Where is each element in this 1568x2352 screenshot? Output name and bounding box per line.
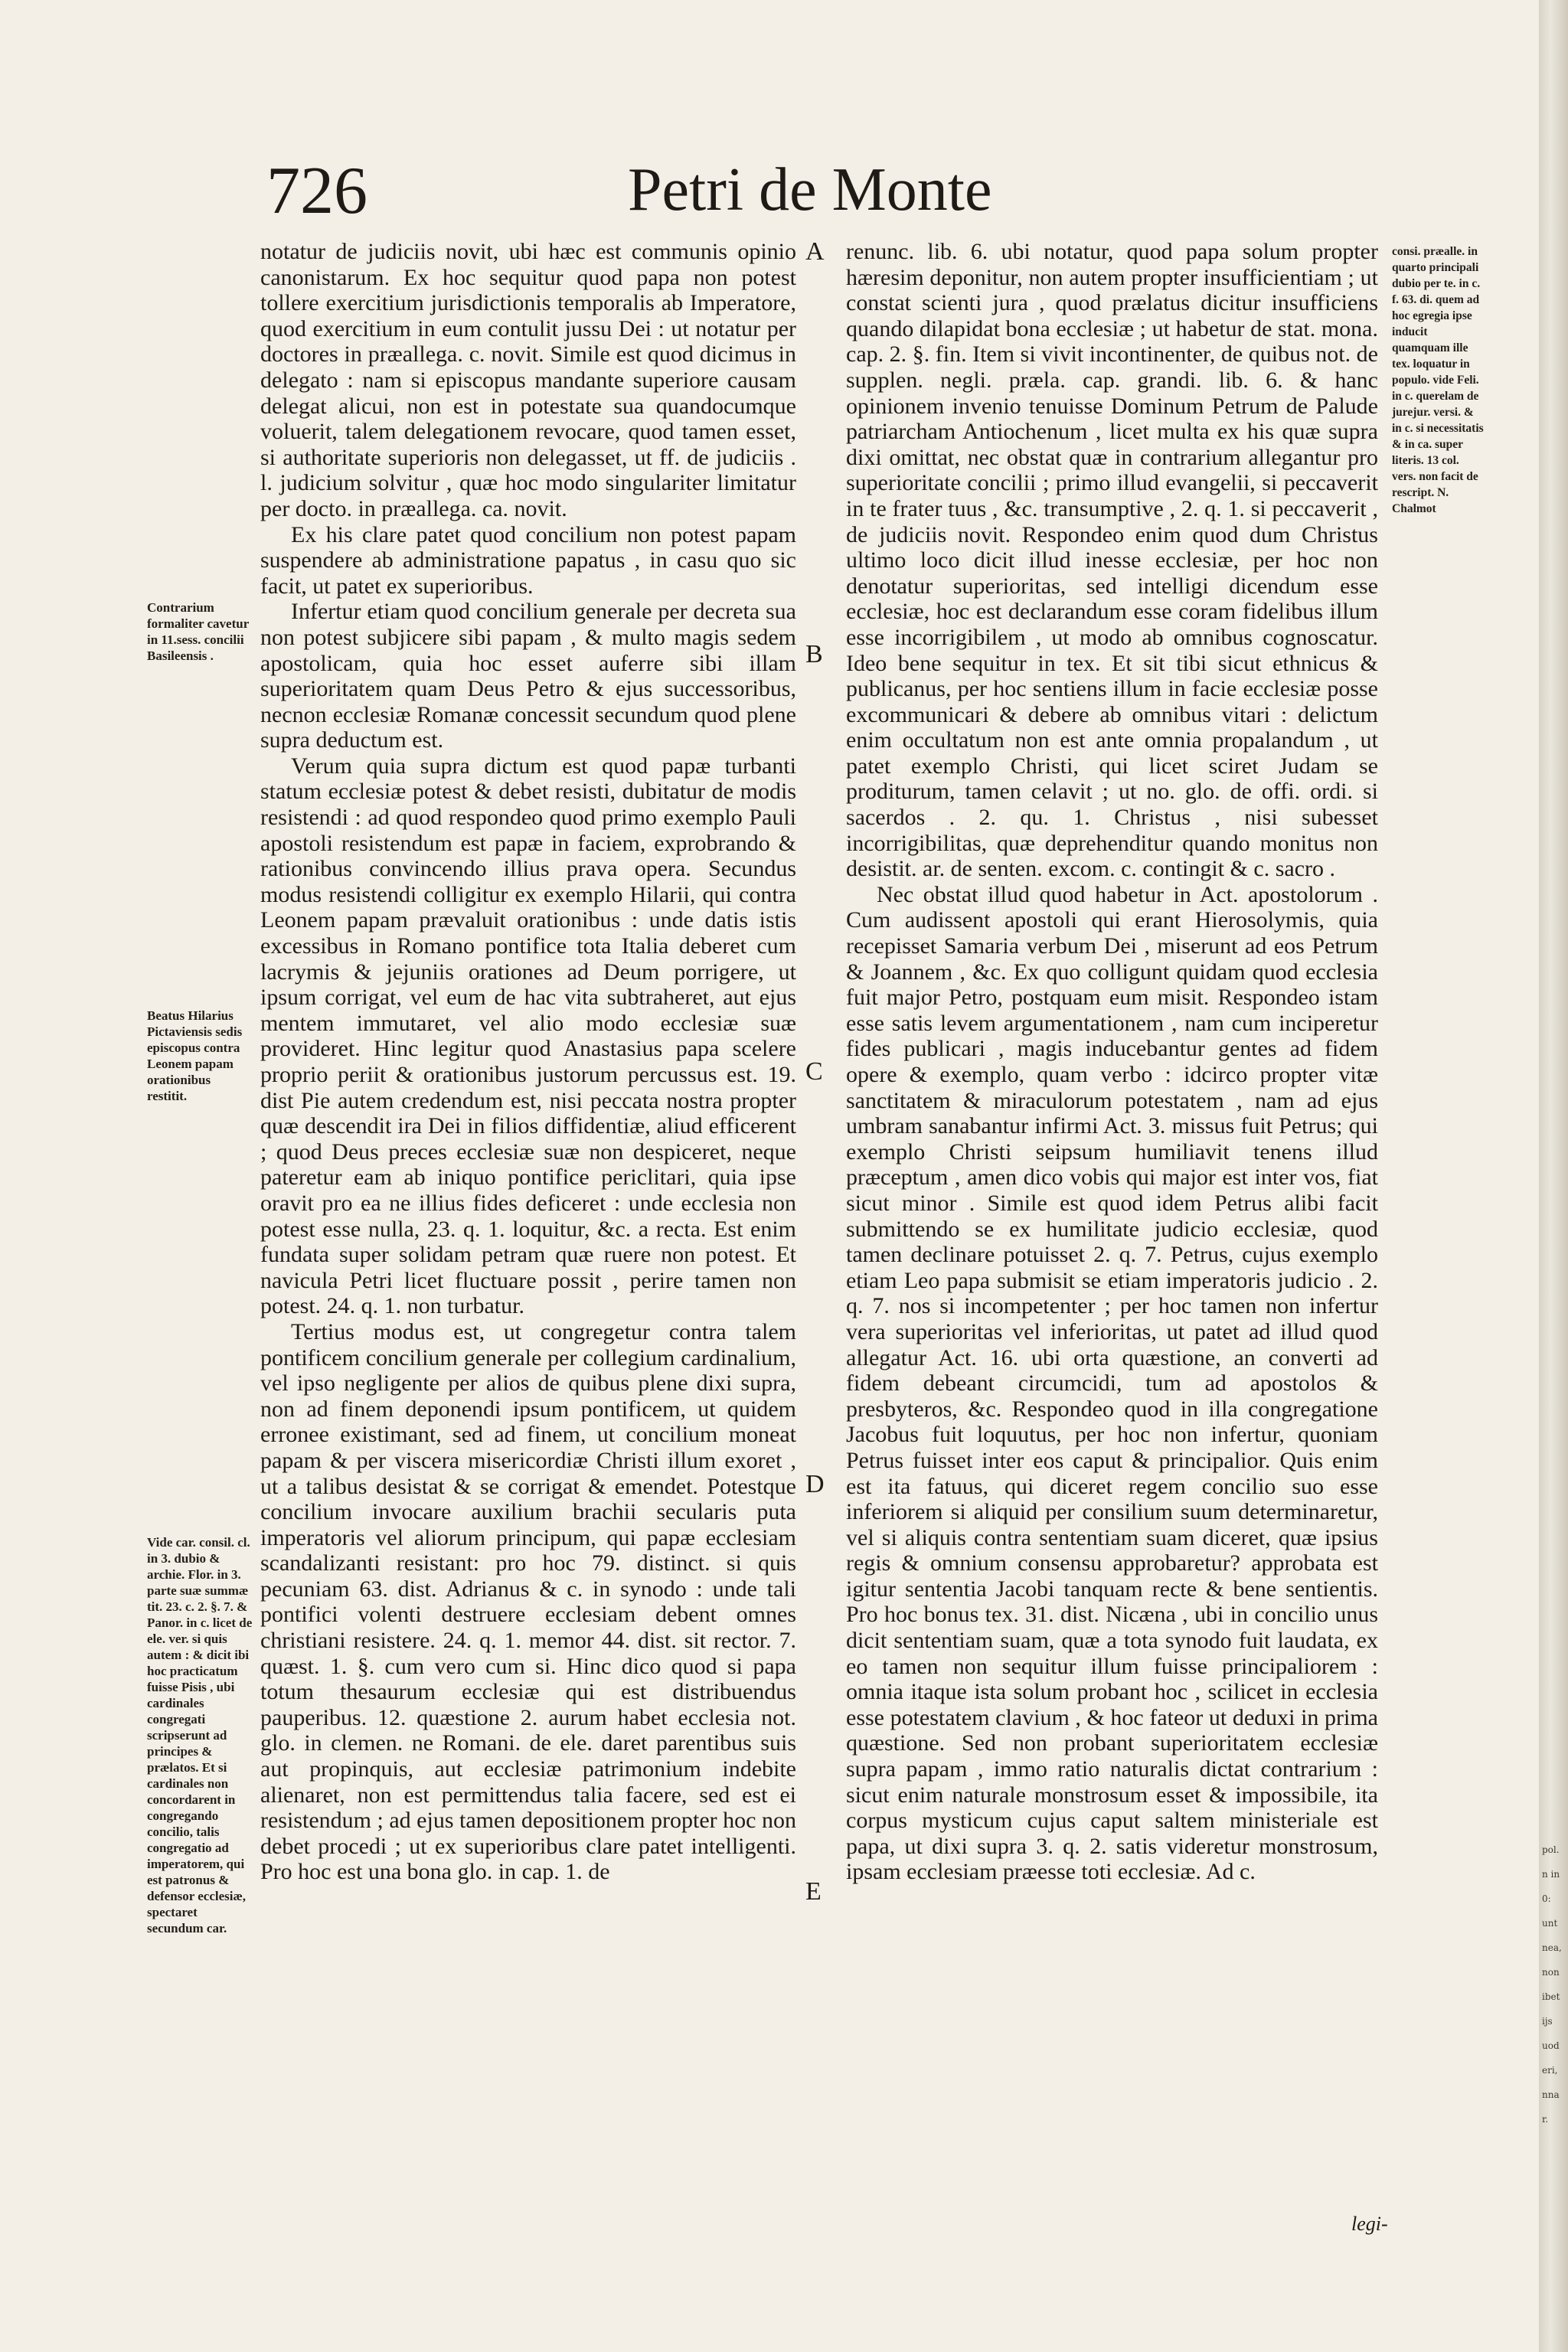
next-page-edge: [1539, 0, 1568, 2352]
section-letter: B: [805, 640, 823, 668]
paragraph: Tertius modus est, ut congregetur contra talem pontificem concilium generale per collegium cardinalium, vel ipso negligente per alios de quibus plene dixi supra, non ad finem deponendi ipsum pontificem, ut quidem erronee existimant, sed ad finem, ut concilium moneat papam & per viscera misericordiæ Christi illum exoret , ut a talibus desistat & se corrigat & emendet. Potestque concilium invocare auxilium brachii secularis puta imperatoris vel aliorum principum, qui papæ ecclesiam scandalizanti resistant: pro hoc 79. distinct. si quis pecuniam 63. dist. Adrianus & c. in synodo : unde tali pontifici volenti destruere ecclesiam debent omnes christiani resistere. 24. q. 1. memor 44. dist. sit rector. 7. quæst. 1. §. cum vero cum si. Hinc dico quod si papa totum thesaurum ecclesiæ qui est distribuendus pauperibus. 12. quæstione 2. aurum habet ecclesia not. glo. in clemen. ne Romani. de ele. daret parentibus suis aut propinquis, aut ecclesiæ patrimonium indebite alienaret, non est permittendus talia facere, sed est ei resistendum ; ad ejus tamen depositionem propter hoc non debet procedi ; ut ex superioribus clare patet intelligenti. Pro hoc est una bona glo. in cap. 1. de: [260, 1318, 796, 1885]
spine-fragment: uod: [1542, 2040, 1560, 2051]
page-header: [260, 145, 1026, 230]
spine-fragment: r.: [1542, 2114, 1549, 2125]
section-letter: A: [805, 237, 825, 266]
spine-fragment: nea,: [1542, 1942, 1562, 1953]
left-text-column: [260, 239, 796, 1885]
spine-fragment: eri,: [1542, 2065, 1558, 2076]
paragraph: Nec obstat illud quod habetur in Act. apostolorum . Cum audissent apostoli qui erant Hierosolymis, quia recepisset Samaria verbum Dei , miserunt ad eos Petrum & Joannem , &c. Ex quo colligunt quidam quod ecclesia fuit major Petro, postquam eum misit. Respondeo istam esse satis levem argumentationem , nam cum inciperetur fides publicari , magis inducebantur gentes ad fidem opere & exemplo, quam verbo : idcirco propter vitæ sanctitatem & miraculorum potestatem , nam ad ejus umbram sanabantur infirmi Act. 3. missus fuit Petrus; qui exemplo Christi seipsum humiliavit tenens illud præceptum , amen dico vobis qui major est inter vos, fiat sicut minor . Simile est quod idem Petrus alibi facit submittendo se ex humilitate judicio ecclesiæ, quod tamen declinare potuisset 2. q. 7. Petrus, cujus exemplo etiam Leo papa submisit se etiam imperatoris judicio . 2. q. 7. nos si incompetenter ; per hoc tamen non infertur vera superioritas vel inferioritas, ut patet ad illud quod allegatur Act. 16. ubi orta quæstione, an converti ad fidem debeant circumcidi, tum ad apostolos & presbyteros, &c. Respondeo quod in illa congregatione Jacobus fuit loquutus, per hoc non infertur, quoniam Petrus fuisset inter eos caput & principalior. Quis enim est ita fatuus, qui diceret regem concilio suo esse inferiorem si aliquid per consilium suum determinaretur, vel si aliquis contra sententiam suam diceret, quæ ipsius regis & omnium consensu approbaretur? approbata est igitur sententia Jacobi tanquam recte & bene sentientis. Pro hoc bonus tex. 31. dist. Nicæna , ubi in concilio unus dicit sententiam suam, quæ a tota synodo fuit laudata, ex eo tamen non sequitur illum fuisse principaliorem : omnia itaque ista solum probant hoc , scilicet in ecclesia esse potestatem clavium , & hoc fateor ut deduxi in prima quæstione. Sed non probant superioritatem ecclesiæ supra papam , immo ratio naturalis dictat contrarium : sicut enim naturale monstrosum esset & impossibile, ita corpus mysticum cujus caput saltem ministeriale est papa, ut dixi supra 3. q. 2. satis videretur monstrosum, ipsam ecclesiam præesse toti ecclesiæ. Ad c.: [846, 881, 1378, 1885]
paragraph: Infertur etiam quod concilium generale per decreta sua non potest subjicere sibi papam , & multo magis sedem apostolicam, quia hoc esset auferre sibi illam superioritatem quam Deus Petro & ejus successoribus, necnon ecclesiæ Romanæ concessit secundum quod plene supra deductum est.: [260, 599, 796, 753]
right-text-column: [846, 239, 1378, 1885]
section-letter: E: [805, 1877, 822, 1906]
spine-fragment: 0:: [1542, 1893, 1551, 1904]
page-number: 726: [266, 154, 368, 228]
left-margin-note: Contrarium formaliter cavetur in 11.sess. concilii Basileensis .: [147, 600, 249, 663]
catchword: legi-: [1351, 2213, 1388, 2235]
paragraph: Ex his clare patet quod concilium non potest papam suspendere ab administratione papatus , in casu quo sic facit, ut patet ex superioribus.: [260, 521, 796, 599]
spine-fragment: pol.: [1542, 1844, 1560, 1855]
paragraph: renunc. lib. 6. ubi notatur, quod papa solum propter hæresim deponitur, non autem propter insufficientiam ; ut constat scienti jura , quod prælatus dicitur insufficiens quando dilapidat bona ecclesiæ ; ut habetur de stat. mona. cap. 2. §. fin. Item si vivit incontinenter, de quibus not. de supplen. negli. præla. cap. grandi. lib. 6. & hanc opinionem invenio tenuisse Dominum Petrum de Palude patriarcham Antiochenum , licet multa ex his quæ supra dixi omittat, nec obstat quæ in contrarium allegantur pro superioritate concilii ; primo illud evangelii, si peccaverit in te frater tuus , &c. transumptive , 2. q. 1. si peccaverit , de judiciis novit. Respondeo enim quod dum Christus ultimo loco dicit illud inesse ecclesiæ, per hoc non denotatur superioritas, sed intelligi dicendum esse ecclesiæ, hoc est declarandum esse coram fidelibus illum esse incorrigibilem , ut modo ab omnibus cognoscatur. Ideo bene sequitur in tex. Et sit tibi sicut ethnicus & publicanus, per hoc sentiens illum in facie ecclesiæ posse excommunicari & debere ab omnibus vitari : delictum enim occultatum non est ante omnia propalandum , ut patet exemplo Christi, qui licet sciret Judam se proditurum, tamen celavit ; ut no. glo. de offi. ordi. si sacerdos . 2. qu. 1. Christus , nisi subesset incorrigibilitas, quæ deprehenditur quando monitus non desistit. ar. de senten. excom. c. contingit & c. sacro .: [846, 239, 1378, 882]
paragraph: notatur de judiciis novit, ubi hæc est communis opinio canonistarum. Ex hoc sequitur quod papa non potest tollere exercitium jurisdictionis temporalis ab Imperatore, quod exercitium in eum contulit jussu Dei : ut notatur per doctores in præallega. c. novit. Simile est quod dicimus in delegato : nam si episcopus mandante superiore causam delegat alicui, non est in potestate sua quandocumque voluerit, talem delegationem revocare, quod tamen esset, si authoritate superioris non delegasset, ut ff. de judiciis . l. judicium solvitur , quæ hoc modo singulariter limitatur per docto. in præallega. ca. novit.: [260, 239, 796, 521]
section-letter: C: [805, 1057, 823, 1086]
spine-fragment: non: [1542, 1967, 1560, 1978]
spine-fragment: n in: [1542, 1869, 1560, 1880]
section-letter: D: [805, 1470, 825, 1498]
spine-fragment: ibet: [1542, 1991, 1560, 2002]
spine-fragment: ijs: [1542, 2016, 1553, 2027]
left-margin-note: Beatus Hilarius Pictaviensis sedis episcopus contra Leonem papam orationibus restitit.: [147, 1008, 243, 1103]
spine-fragment: unt: [1542, 1918, 1558, 1929]
right-margin-note: consi. præalle. in quarto principali dubio per te. in c. f. 63. di. quem ad hoc egregia ipse inducit quamquam ille tex. loquatur in populo. vide Feli. in c. querelam de jurejur. versi. & in c. si necessitatis & in ca. super literis. 13 col. vers. non facit de rescript. N. Chalmot: [1392, 245, 1484, 515]
running-title: Petri de Monte: [628, 156, 992, 224]
left-margin-note: Vide car. consil. cl. in 3. dubio & archie. Flor. in 3. parte suæ summæ tit. 23. c. 2. §. 7. & Panor. in c. licet de ele. ver. si quis autem : & dicit ibi hoc practicatum fuisse Pisis , ubi cardinales congregati scripserunt ad principes & prælatos. Et si cardinales non concordarent in congregando concilio, talis congregatio ad imperatorem, qui est patronus & defensor ecclesiæ, spectaret secundum car.: [147, 1535, 253, 1936]
spine-fragment: nna: [1542, 2089, 1560, 2100]
paragraph: Verum quia supra dictum est quod papæ turbanti statum ecclesiæ potest & debet resisti, dubitatur de modis resistendi : ad quod respondeo quod primo exemplo Pauli apostoli resistendum est papæ in faciem, exprobrando & rationibus convincendo illius prava opera. Secundus modus resistendi colligitur ex exemplo Hilarii, qui contra Leonem papam prævaluit orationibus : unde datis istis excessibus in Romano pontifice tota Italia deberet cum lacrymis & jejuniis orationes ad Deum porrigere, ut ipsum corrigat, vel eum de hac vita subtraheret, aut ejus mentem immutaret, vel alio modo ecclesiæ suæ provideret. Hinc legitur quod Anastasius papa scelere proprio periit & orationibus justorum percussus est. 19. dist Pie autem credendum est, nisi peccata nostra propter quæ descendit ira Dei in filios diffidentiæ, aliud efficerent ; quod Deus preces ecclesiæ suæ non despiceret, neque pateretur eam ab iniquo pontifice periclitari, quia ipse oravit pro ea ne illius fides deficeret : unde ecclesia non potest esse nulla, 23. q. 1. loquitur, &c. a recta. Est enim fundata super solidam petram quæ ruere non potest. Et navicula Petri licet fluctuare possit , perire tamen non potest. 24. q. 1. non turbatur.: [260, 753, 796, 1319]
